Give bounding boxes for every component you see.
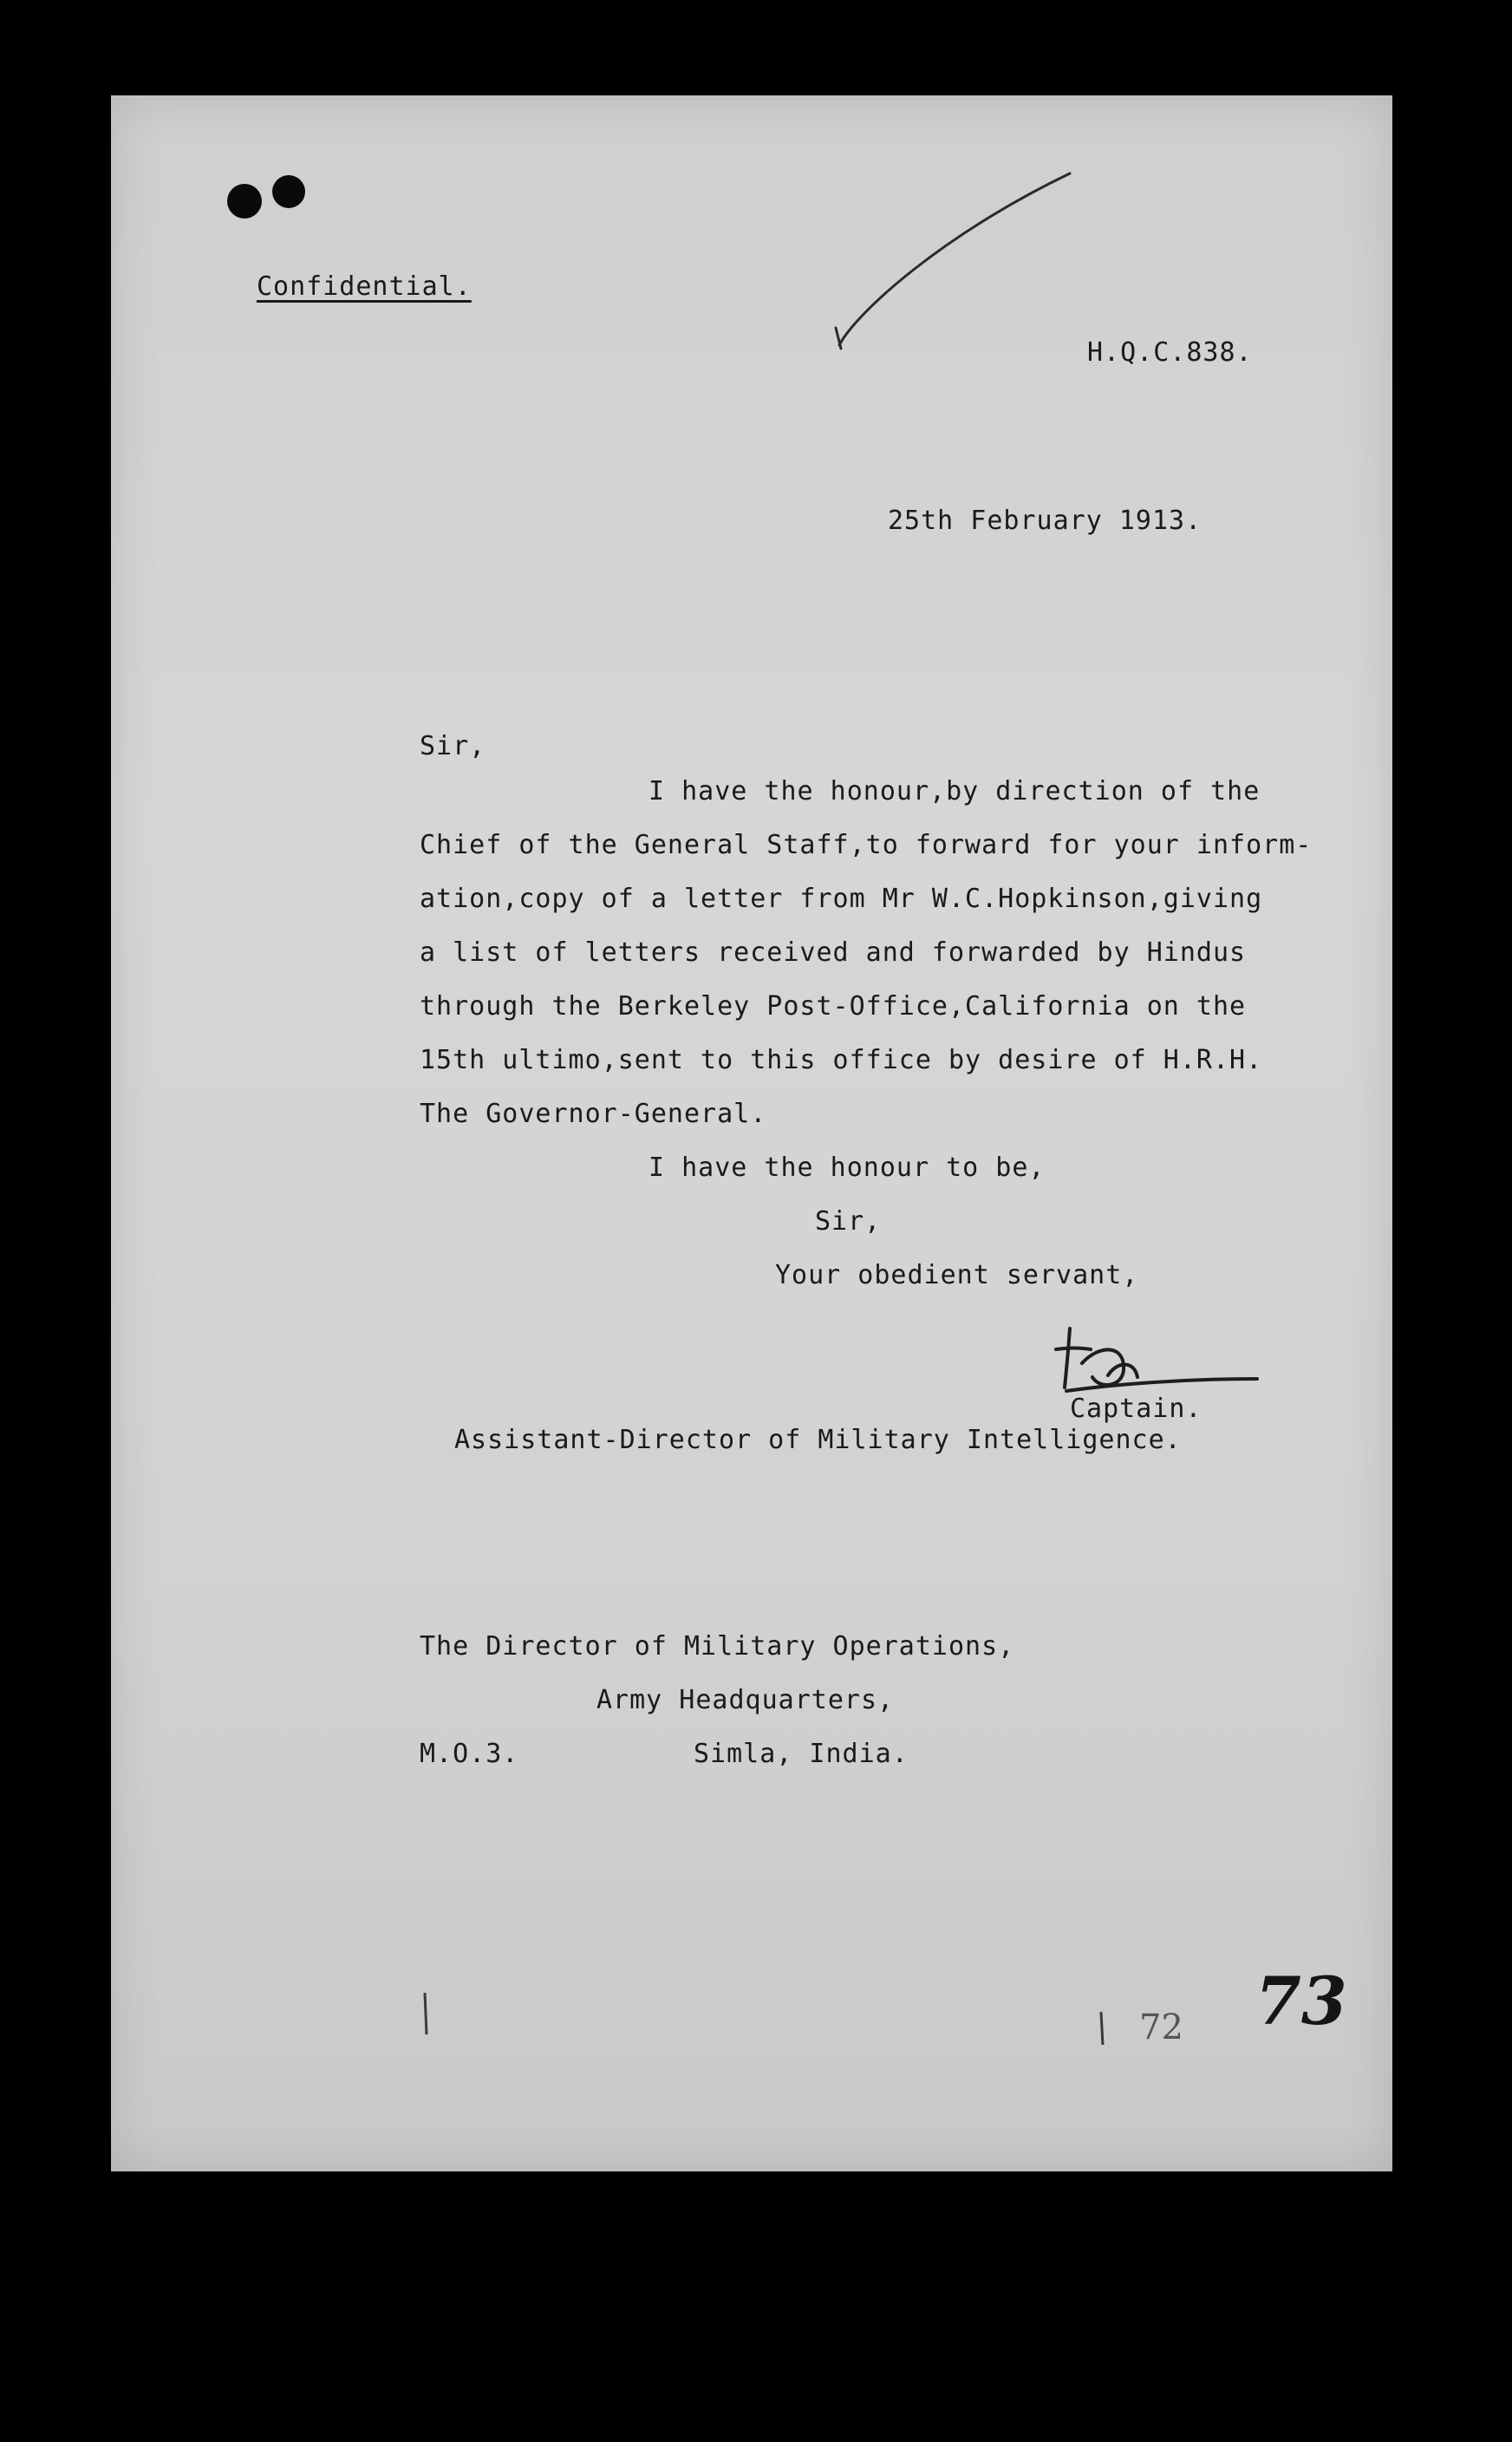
classification-label: Confidential.	[257, 271, 472, 302]
body-line: a list of letters received and forwarded by Hindus	[420, 937, 1247, 968]
signatory-rank: Captain.	[1070, 1394, 1202, 1424]
letter-date: 25th February 1913.	[888, 506, 1202, 536]
recipient-place: Simla, India.	[694, 1739, 909, 1769]
body-line: The Governor-General.	[420, 1099, 767, 1129]
signatory-position: Assistant-Director of Military Intelligence.	[454, 1425, 1182, 1455]
body-line: through the Berkeley Post-Office,California on the	[420, 991, 1247, 1022]
closing-servant: Your obedient servant,	[775, 1260, 1139, 1290]
recipient-code: M.O.3.	[420, 1739, 519, 1769]
body-line: ation,copy of a letter from Mr W.C.Hopkinson,giving	[420, 884, 1263, 914]
closing-line: I have the honour to be,	[648, 1152, 1046, 1183]
body-line: I have the honour,by direction of the	[648, 776, 1261, 806]
closing-sir: Sir,	[815, 1206, 882, 1237]
document-page	[111, 95, 1392, 2171]
handwritten-folio-number: 73	[1255, 1962, 1347, 2040]
recipient-line-1: The Director of Military Operations,	[420, 1631, 1015, 1662]
body-line: 15th ultimo,sent to this office by desire of H.R.H.	[420, 1045, 1263, 1075]
salutation: Sir,	[420, 731, 486, 761]
signature-mark	[111, 95, 1392, 2171]
body-line: Chief of the General Staff,to forward for your inform-	[420, 830, 1313, 860]
stamped-folio-number: 72	[1139, 2008, 1183, 2047]
recipient-line-2: Army Headquarters,	[596, 1685, 895, 1715]
reference-number: H.Q.C.838.	[1087, 337, 1253, 368]
